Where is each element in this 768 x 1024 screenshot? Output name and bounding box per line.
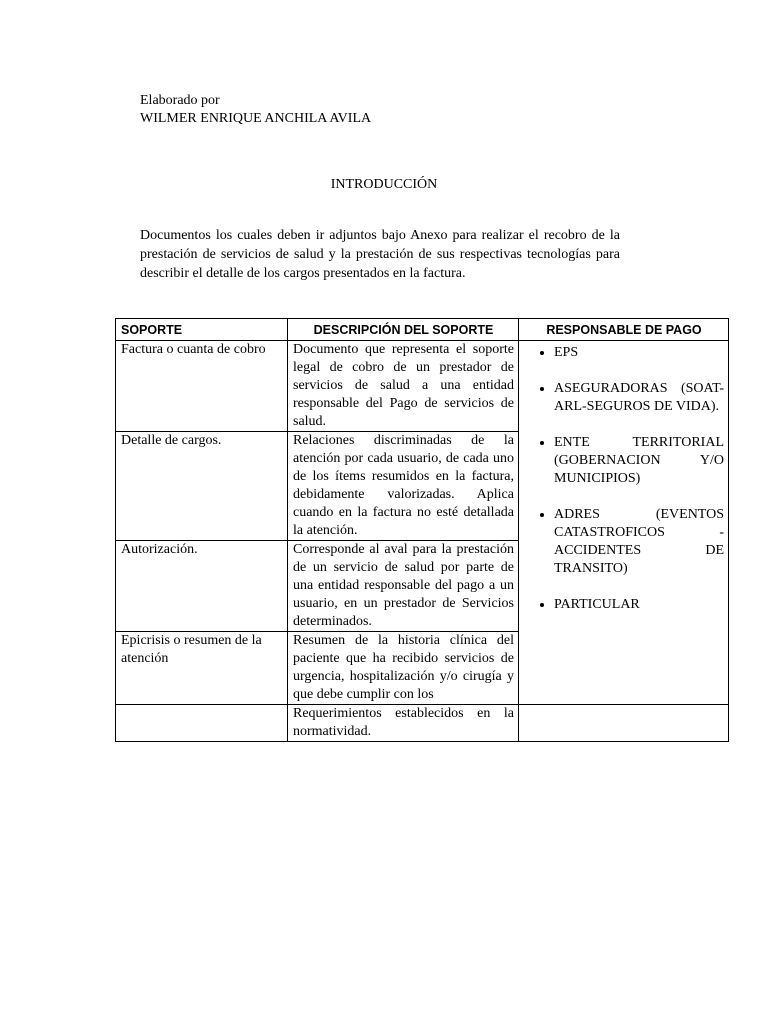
intro-paragraph: Documentos los cuales deben ir adjuntos bajo Anexo para realizar el recobro de la prestación de servicios de salud y la prestación de sus respectivas tecnologías para describir el detalle de los cargos presentados en la factura. <box>140 228 620 281</box>
header-responsable: RESPONSABLE DE PAGO <box>519 319 729 341</box>
list-item: • ADRES (EVENTOS CATASTROFICOS - ACCIDENTES DE TRANSITO) <box>554 506 724 578</box>
list-item: • PARTICULAR <box>554 596 724 614</box>
author-label: Elaborado por <box>140 93 220 108</box>
author-name: WILMER ENRIQUE ANCHILA AVILA <box>140 111 372 126</box>
supports-table <box>115 318 729 742</box>
cell-descripcion: Relaciones discriminadas de la atención por cada usuario, de cada uno de los ítems resumidos en la factura, debidamente valorizadas. Aplica cuando en la factura no esté detallada la atención. <box>288 432 519 541</box>
cell-descripcion: Resumen de la historia clínica del paciente que ha recibido servicios de urgencia, hospitalización y/o cirugía y que debe cumplir con los <box>288 632 519 705</box>
header-descripcion: DESCRIPCIÓN DEL SOPORTE <box>288 319 519 341</box>
cell-empty <box>519 705 729 742</box>
cell-descripcion: Documento que representa el soporte legal de cobro de un prestador de servicios de salud a una entidad responsable del Pago de servicios de salud. <box>288 341 519 432</box>
cell-soporte: Factura o cuanta de cobro <box>116 341 288 432</box>
table-header-row <box>116 319 729 341</box>
header-soporte: SOPORTE <box>116 319 288 341</box>
list-item: • ASEGURADORAS (SOAT-ARL-SEGUROS DE VIDA). <box>554 380 724 416</box>
list-item: • EPS <box>554 344 724 362</box>
table-row <box>116 341 729 432</box>
cell-descripcion: Corresponde al aval para la prestación de un servicio de salud por parte de una entidad responsable del pago a un usuario, en un prestador de Servicios determinados. <box>288 541 519 632</box>
table-row <box>116 705 729 742</box>
cell-soporte: Autorización. <box>116 541 288 632</box>
cell-descripcion: Requerimientos establecidos en la normatividad. <box>288 705 519 742</box>
cell-soporte: Epicrisis o resumen de la atención <box>116 632 288 705</box>
cell-soporte <box>116 705 288 742</box>
section-title: INTRODUCCIÓN <box>330 177 438 192</box>
author-block <box>140 92 371 128</box>
list-item: • ENTE TERRITORIAL (GOBERNACION Y/O MUNICIPIOS) <box>554 434 724 488</box>
responsables-list <box>524 344 724 614</box>
cell-responsables <box>519 341 729 705</box>
cell-soporte: Detalle de cargos. <box>116 432 288 541</box>
